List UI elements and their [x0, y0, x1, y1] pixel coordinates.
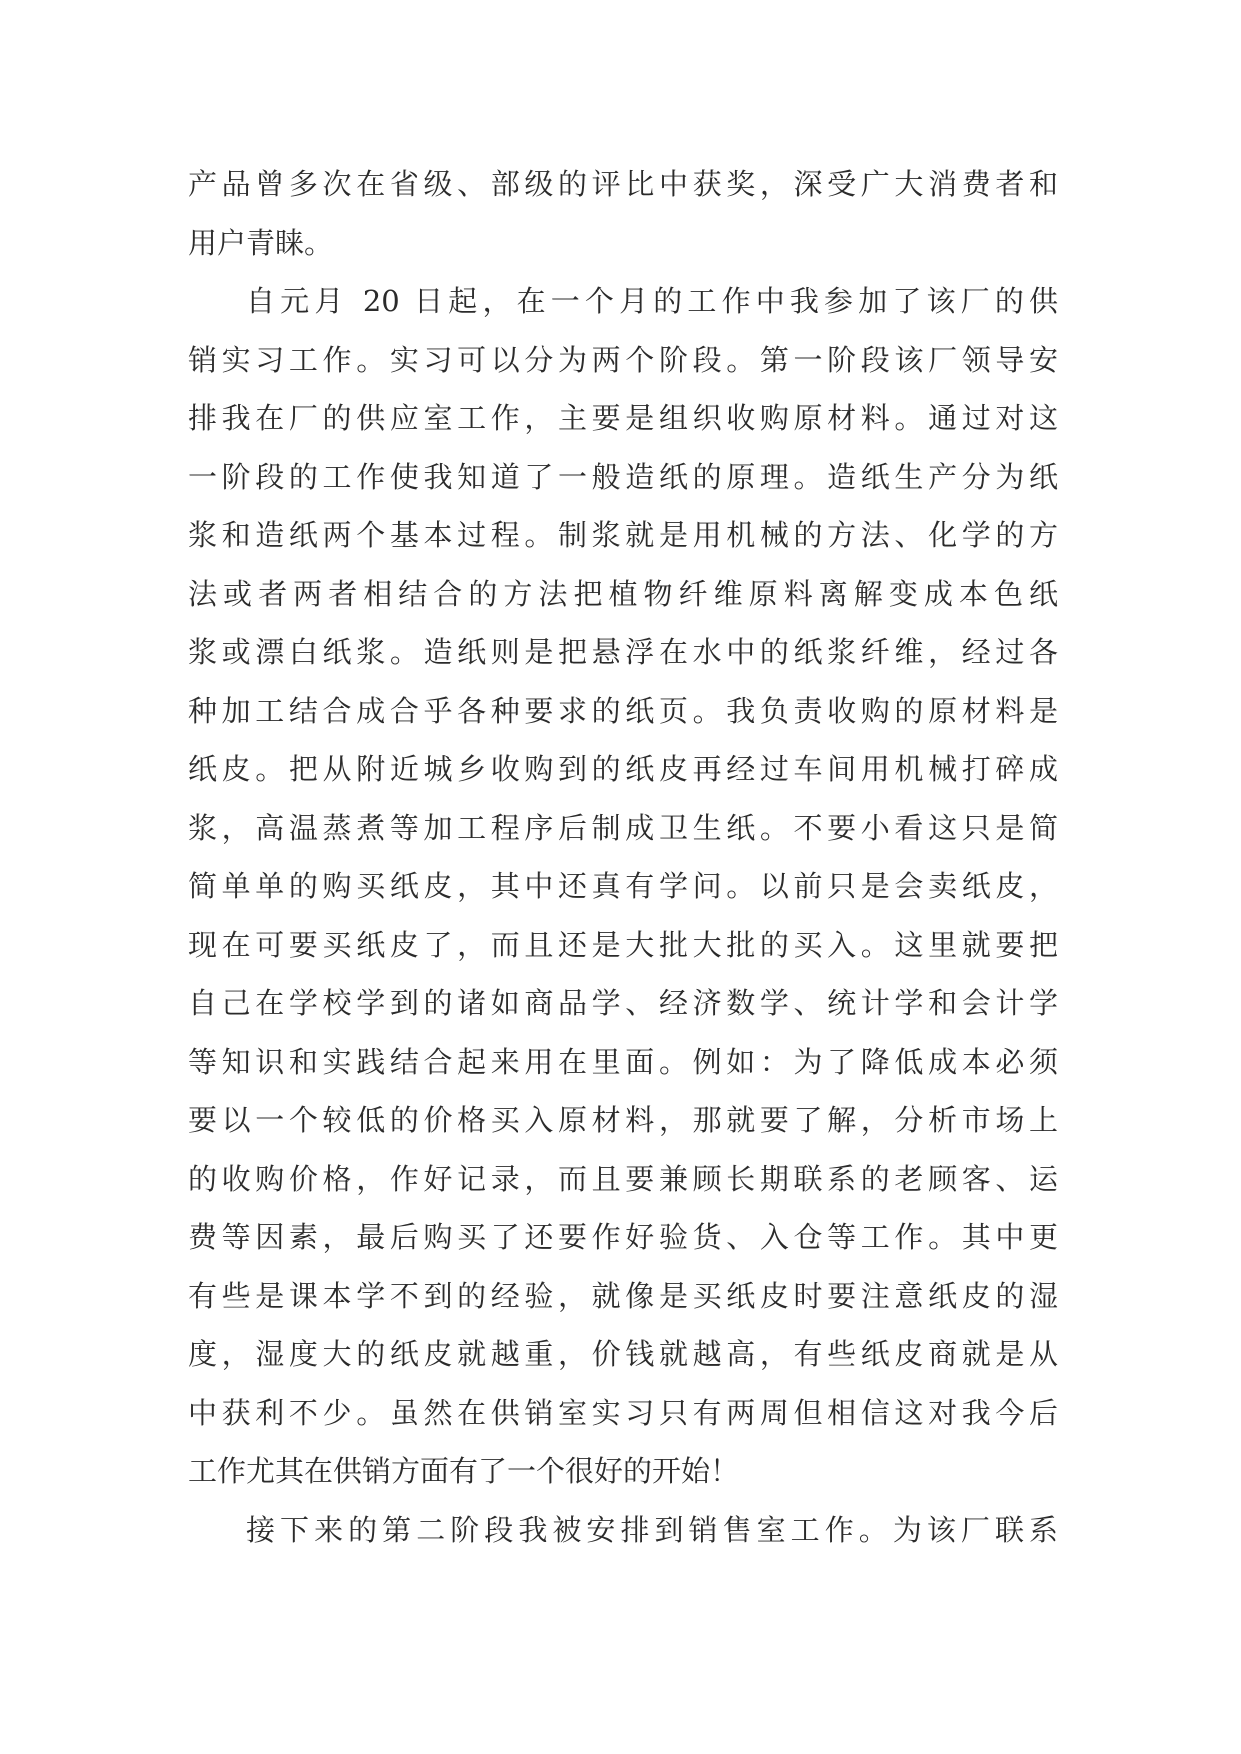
text-line: 产品曾多次在省级、部级的评比中获奖，深受广大消费者和 — [188, 167, 1058, 201]
text-line: 有些是课本学不到的经验，就像是买纸皮时要注意纸皮的湿 — [188, 1278, 1058, 1313]
text-line: 用户青睐。 — [188, 225, 334, 260]
text-line: 要以一个较低的价格买入原材料，那就要了解，分析市场上 — [188, 1103, 1058, 1137]
text-line: 的收购价格，作好记录，而且要兼顾长期联系的老顾客、运 — [188, 1161, 1058, 1196]
body-text — [188, 155, 1058, 1559]
text-line: 浆或漂白纸浆。造纸则是把悬浮在水中的纸浆纤维，经过各 — [188, 635, 1058, 669]
text-line: 种加工结合成合乎各种要求的纸页。我负责收购的原材料是 — [188, 693, 1058, 728]
text-line: 等知识和实践结合起来用在里面。例如：为了降低成本必须 — [188, 1044, 1058, 1079]
text-line: 自己在学校学到的诸如商品学、经济数学、统计学和会计学 — [188, 986, 1058, 1020]
text-line: 排我在厂的供应室工作，主要是组织收购原材料。通过对这 — [188, 401, 1058, 435]
text-line: 现在可要买纸皮了，而且还是大批大批的买入。这里就要把 — [188, 927, 1058, 962]
text-line: 中获利不少。虽然在供销室实习只有两周但相信这对我今后 — [188, 1395, 1058, 1430]
text-line: 度，湿度大的纸皮就越重，价钱就越高，有些纸皮商就是从 — [188, 1337, 1058, 1371]
text-line: 接下来的第二阶段我被安排到销售室工作。为该厂联系 — [246, 1512, 1058, 1547]
text-line: 销实习工作。实习可以分为两个阶段。第一阶段该厂领导安 — [188, 342, 1058, 377]
text-line: 自元月 20 日起，在一个月的工作中我参加了该厂的供 — [246, 284, 1058, 318]
text-line: 浆和造纸两个基本过程。制浆就是用机械的方法、化学的方 — [188, 518, 1058, 552]
text-line: 费等因素，最后购买了还要作好验货、入仓等工作。其中更 — [188, 1220, 1058, 1254]
text-line: 工作尤其在供销方面有了一个很好的开始！ — [188, 1454, 740, 1488]
text-line: 浆，高温蒸煮等加工程序后制成卫生纸。不要小看这只是简 — [188, 810, 1058, 845]
text-line: 纸皮。把从附近城乡收购到的纸皮再经过车间用机械打碎成 — [188, 752, 1058, 786]
text-line: 法或者两者相结合的方法把植物纤维原料离解变成本色纸 — [188, 576, 1058, 611]
text-line: 简单单的购买纸皮，其中还真有学问。以前只是会卖纸皮， — [188, 869, 1058, 903]
text-line: 一阶段的工作使我知道了一般造纸的原理。造纸生产分为纸 — [188, 459, 1058, 494]
